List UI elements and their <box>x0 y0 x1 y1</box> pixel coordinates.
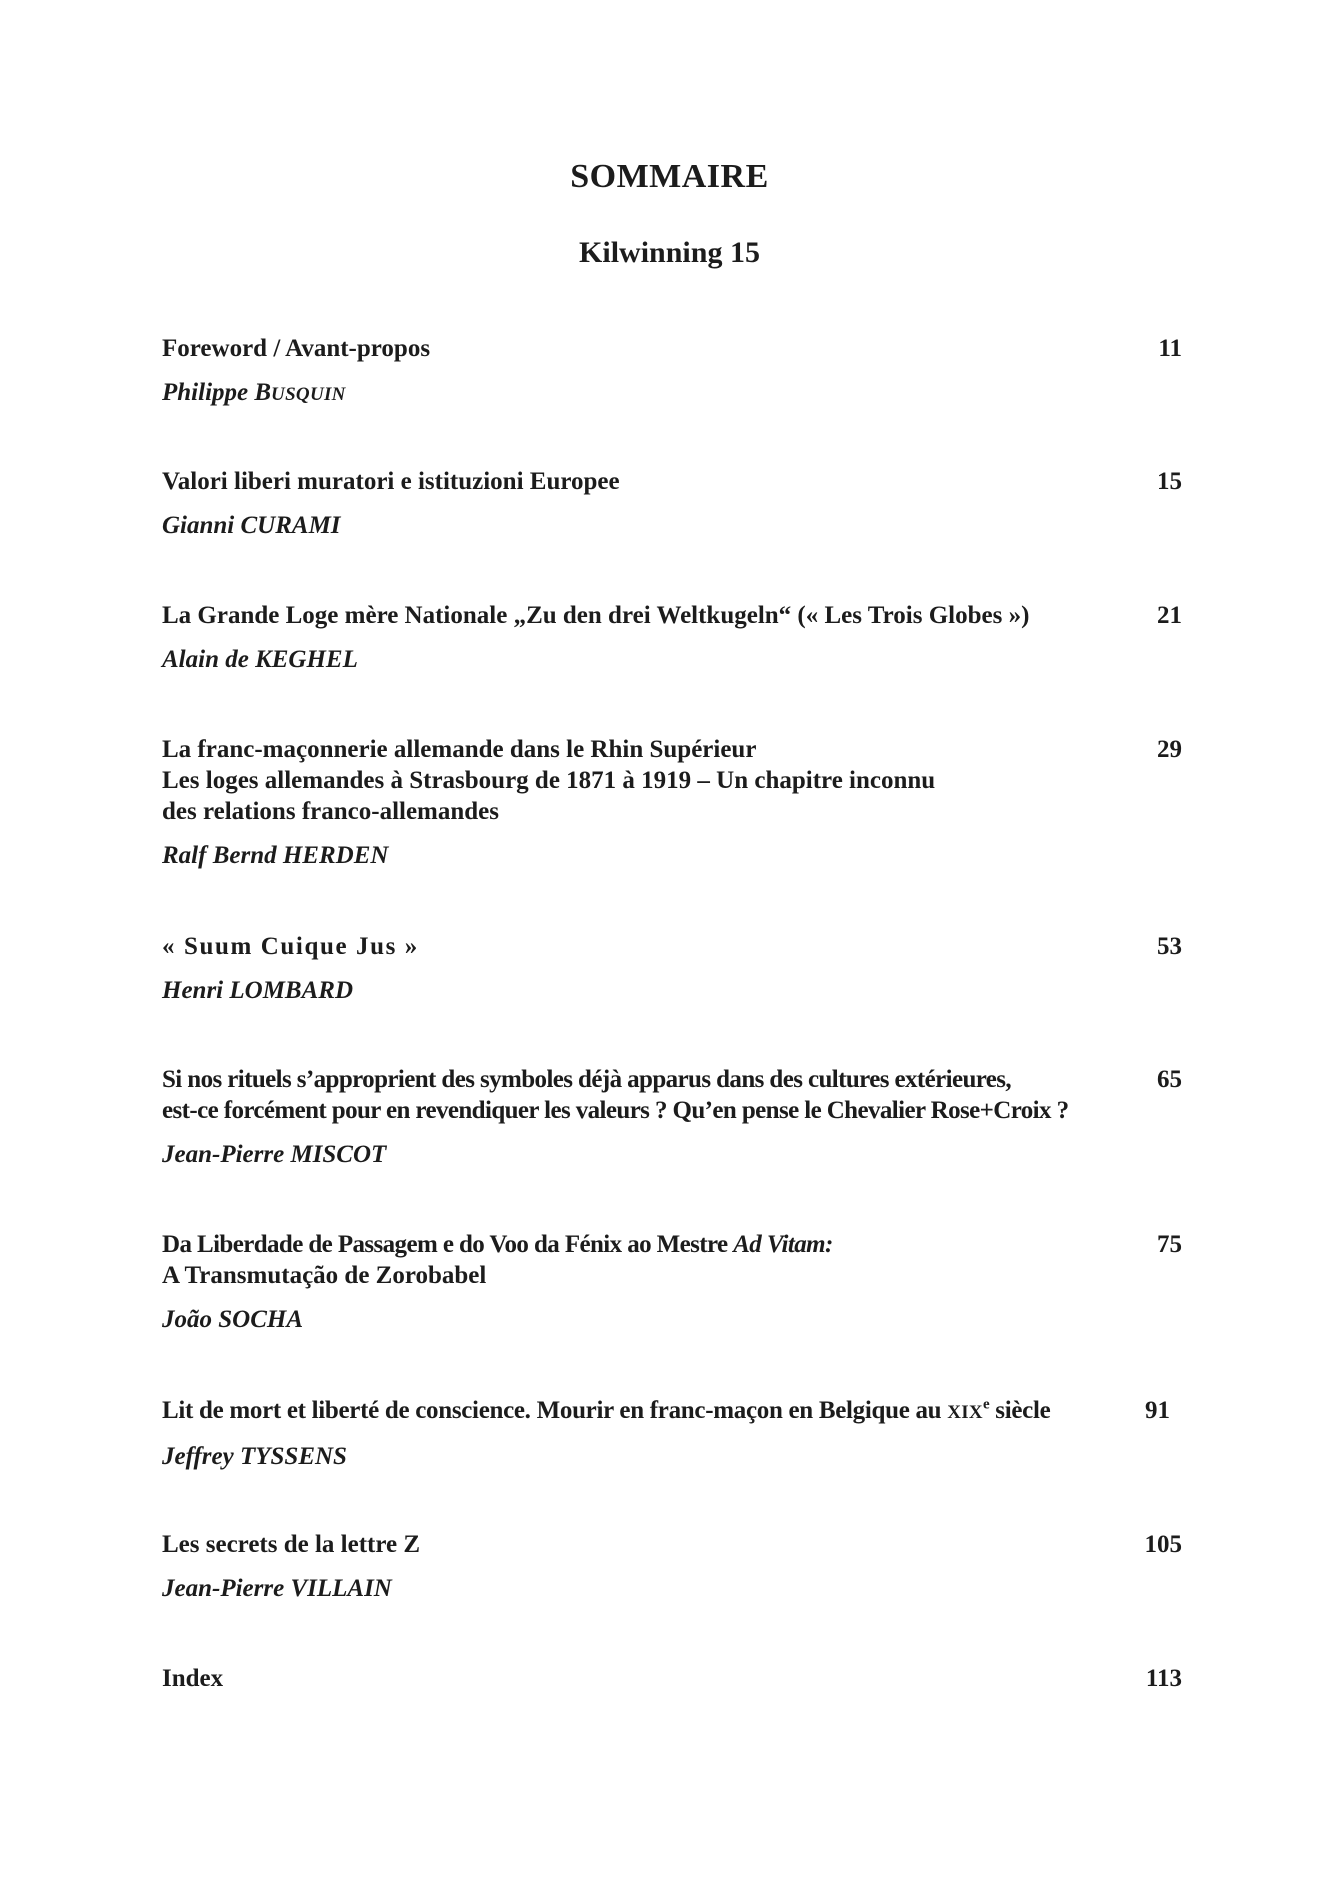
toc-entry <box>162 1229 1182 1335</box>
entry-title-text: Da Liberdade de Passagem e do Voo da Fénix ao Mestre <box>162 1231 734 1258</box>
entry-page-number: 91 <box>1145 1397 1170 1424</box>
entry-title-text: Lit de mort et liberté de conscience. Mourir en franc-maçon en Belgique au <box>162 1397 948 1424</box>
entry-title-line: des relations franco-allemandes <box>162 798 500 825</box>
entry-author: João SOCHA <box>162 1306 304 1333</box>
entry-page-number: 65 <box>1157 1066 1182 1093</box>
entry-page-number: 53 <box>1157 933 1182 960</box>
entry-title <box>162 1064 1122 1126</box>
entry-title: Valori liberi muratori e istituzioni Europee <box>162 468 620 495</box>
page-subtitle: Kilwinning 15 <box>579 236 760 269</box>
entry-title: Index <box>162 1665 224 1692</box>
entry-author: Jeffrey TYSSENS <box>162 1443 347 1470</box>
entry-title-text: siècle <box>989 1397 1051 1424</box>
toc-entry <box>162 466 1182 541</box>
entry-title-italic: Ad Vitam: <box>733 1231 833 1258</box>
toc-entry <box>162 1529 1182 1604</box>
entry-title: Foreword / Avant-propos <box>162 335 431 362</box>
entry-author: Ralf Bernd HERDEN <box>162 842 389 869</box>
entry-title-line: Si nos rituels s’approprient des symboles déjà apparus dans des cultures extérieures, <box>162 1066 1012 1093</box>
entry-author: Gianni CURAMI <box>162 512 341 539</box>
entry-page-number: 75 <box>1157 1231 1182 1258</box>
century-superscript: e <box>982 1396 990 1413</box>
entry-page-number: 15 <box>1157 468 1182 495</box>
entry-page-number: 105 <box>1144 1531 1182 1558</box>
entry-author: Alain de KEGHEL <box>162 646 358 673</box>
author-name-smallcaps: USQUIN <box>271 384 346 405</box>
entry-title: La Grande Loge mère Nationale „Zu den drei Weltkugeln“ (« Les Trois Globes ») <box>162 602 1030 629</box>
entry-title-line <box>162 1229 1122 1260</box>
entry-title <box>162 1229 1122 1291</box>
entry-title-line: A Transmutação de Zorobabel <box>162 1262 487 1289</box>
entry-title: « Suum Cuique Jus » <box>162 933 419 960</box>
entry-title <box>162 734 1122 827</box>
toc-entry <box>162 333 1182 410</box>
entry-title-line: La franc-maçonnerie allemande dans le Rhin Supérieur <box>162 736 757 763</box>
entry-author: Henri LOMBARD <box>162 977 354 1004</box>
toc-entry <box>162 1064 1182 1170</box>
entry-title: Les secrets de la lettre Z <box>162 1531 421 1558</box>
author-name-start: Philippe B <box>162 379 272 406</box>
toc-entry <box>162 931 1182 1006</box>
toc-entry <box>162 734 1182 871</box>
toc-entry <box>162 600 1182 675</box>
toc-entry <box>162 1663 1182 1694</box>
entry-author <box>162 377 1182 410</box>
entry-page-number: 29 <box>1157 736 1182 763</box>
entry-title-line: est-ce forcément pour en revendiquer les valeurs ? Qu’en pense le Chevalier Rose+Croix ? <box>162 1097 1069 1124</box>
entry-title-line: Les loges allemandes à Strasbourg de 1871 à 1919 – Un chapitre inconnu <box>162 767 936 794</box>
entry-author: Jean-Pierre VILLAIN <box>162 1575 392 1602</box>
entry-page-number: 21 <box>1157 602 1182 629</box>
entry-page-number: 113 <box>1145 1665 1182 1692</box>
entry-author: Jean-Pierre MISCOT <box>162 1141 387 1168</box>
toc-entry <box>162 1395 1182 1472</box>
entry-title <box>162 1395 1122 1428</box>
century-numeral: XIX <box>947 1402 983 1423</box>
page-title: SOMMAIRE <box>570 158 769 195</box>
entry-page-number: 11 <box>1158 335 1182 362</box>
